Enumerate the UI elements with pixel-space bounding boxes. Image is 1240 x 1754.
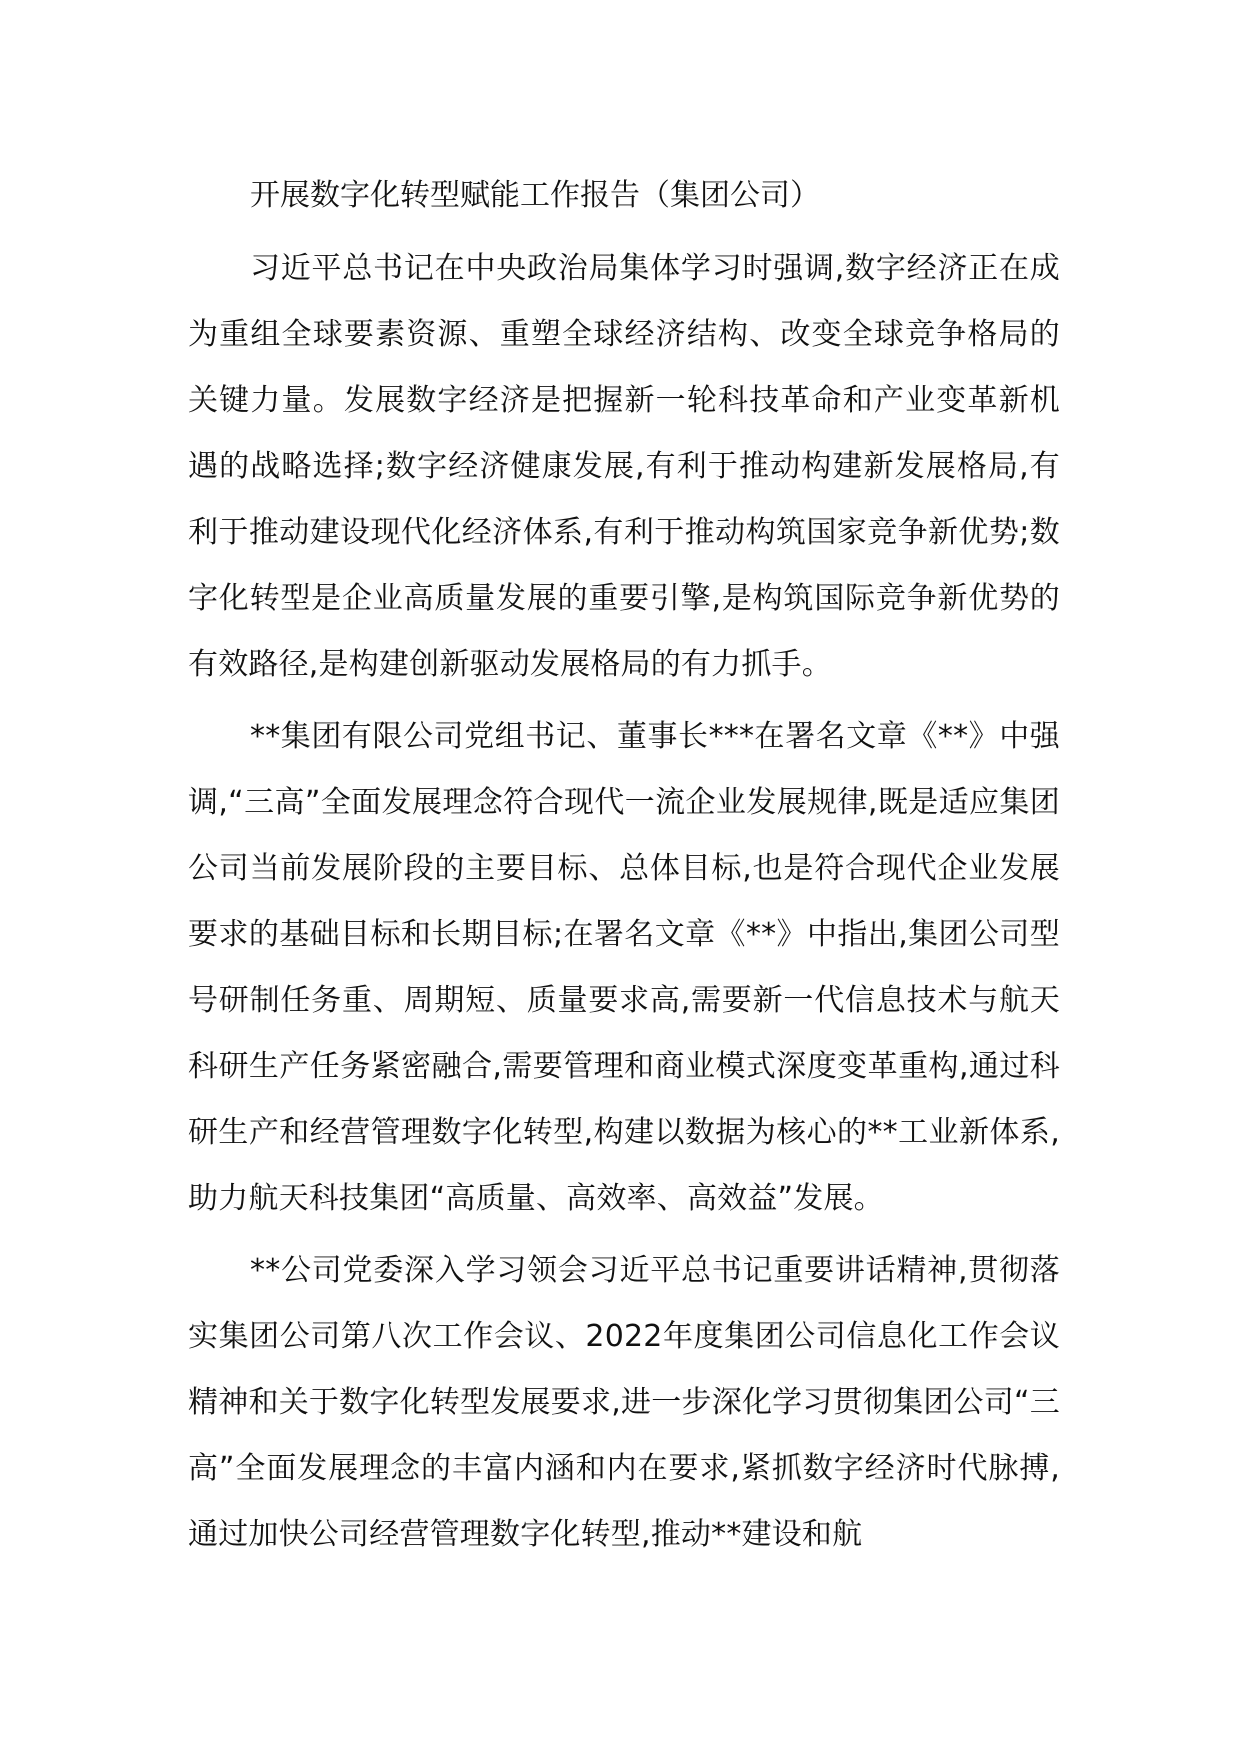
paragraph-2: **集团有限公司党组书记、董事长***在署名文章《**》中强调,“三高”全面发展理念符合现代一流企业发展规律,既是适应集团公司当前发展阶段的主要目标、总体目标,也是符合现代企业发展要求的基础目标和长期目标;在署名文章《**》中指出,集团公司型号研制任务重、周期短、质量要求高,需要新一代信息技术与航天科研生产任务紧密融合,需要管理和商业模式深度变革重构,通过科研生产和经营管理数字化转型,构建以数据为核心的**工业新体系,助力航天科技集团“高质量、高效率、高效益”发展。 <box>188 719 1060 1216</box>
document-body <box>188 236 1060 1574</box>
paragraph-1: 习近平总书记在中央政治局集体学习时强调,数字经济正在成为重组全球要素资源、重塑全球经济结构、改变全球竞争格局的关键力量。发展数字经济是把握新一轮科技革命和产业变革新机遇的战略选择;数字经济健康发展,有利于推动构建新发展格局,有利于推动建设现代化经济体系,有利于推动构筑国家竞争新优势;数字化转型是企业高质量发展的重要引擎,是构筑国际竞争新优势的有效路径,是构建创新驱动发展格局的有力抓手。 <box>188 251 1060 682</box>
document-title: 开展数字化转型赋能工作报告（集团公司） <box>250 178 820 213</box>
paragraph-3: **公司党委深入学习领会习近平总书记重要讲话精神,贯彻落实集团公司第八次工作会议、2022年度集团公司信息化工作会议精神和关于数字化转型发展要求,进一步深化学习贯彻集团公司“三高”全面发展理念的丰富内涵和内在要求,紧抓数字经济时代脉搏,通过加快公司经营管理数字化转型,推动**建设和航 <box>188 1253 1060 1552</box>
